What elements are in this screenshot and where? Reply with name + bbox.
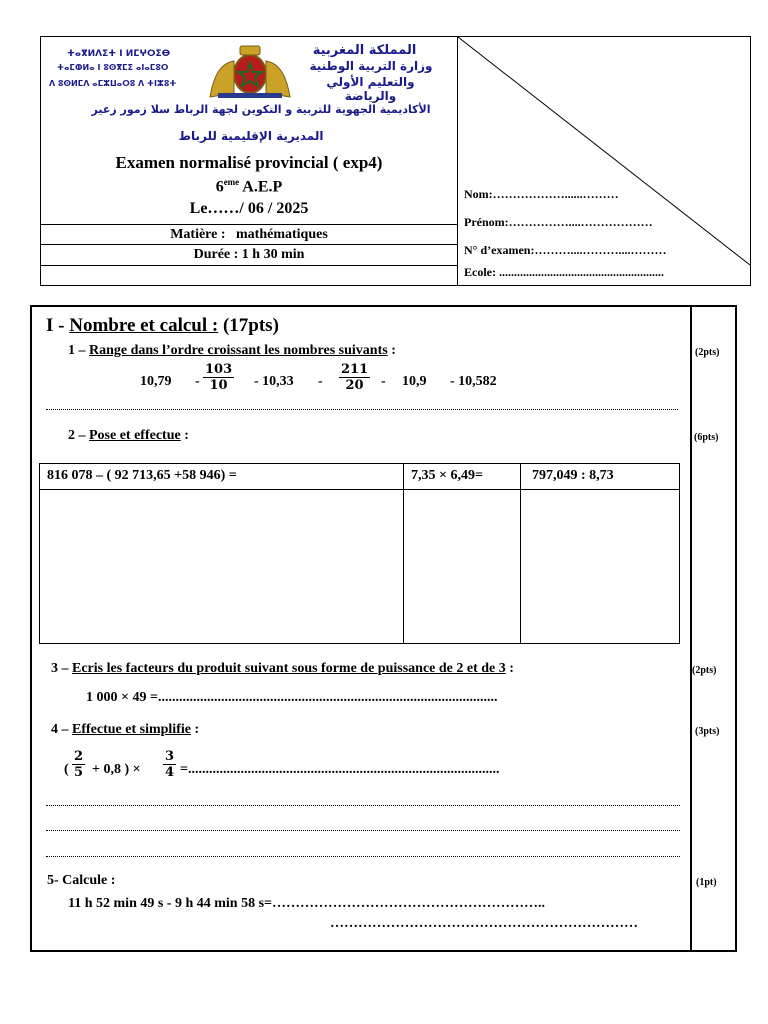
q4-points: (3pts) [695,726,720,737]
q4-middle: + 0,8 ) × [92,762,141,777]
exam-number-field[interactable]: N° d’examen:………....………....……… [464,243,667,257]
section-title [46,315,279,337]
exam-title: Examen normalisé provincial ( exp4) [115,153,383,172]
tifinagh-line-1: ⵜⴰⴳⵍⴷⵉⵜ ⵏ ⵍⵎⵖⵔⵉⴱ [67,49,171,59]
answer-cell[interactable] [404,490,520,644]
academy-name: الأكاديمية الجهوية للتربية و التكوين لجهة الرباط سلا زمور زعير [91,103,431,116]
question-4 [51,722,199,738]
answer-cell[interactable] [40,490,403,644]
question-5: 5- Calcule : [47,873,116,888]
subject-label: Matière : [170,227,226,242]
q1-points: (2pts) [695,347,720,358]
answer-line[interactable] [46,805,680,806]
q3-points: (2pts) [692,665,717,676]
tifinagh-line-2: ⵜⴰⵎⵀⵍⴰ ⵏ ⵓⵙⴳⵎⵉ ⴰⵏⴰⵎⵓⵔ [57,63,169,72]
q5-answer-line[interactable]: ………………………………………………………… [330,916,638,931]
tifinagh-line-3: ⴷ ⵓⵙⵍⵎⴷ ⴰⵎⵣⵡⴰⵔⵓ ⴷ ⵜⵏⵣⵓⵜ [49,79,177,88]
q1-minus-3: - [381,374,386,389]
q4-number: 4 – [51,722,69,737]
arabic-line-1: المملكة المغربية [312,43,417,58]
q3-colon: : [509,661,514,676]
directorate-name: المديرية الإقليمية للرباط [178,129,324,143]
exam-level [41,177,457,196]
q1-fraction-2 [339,362,370,393]
q3-text: Ecris les facteurs du produit suivant sous forme de puissance de 2 et de 3 [72,661,506,676]
q1-text: Range dans l’ordre croissant les nombres suivants [89,343,388,358]
level-name: A.E.P [239,178,283,196]
q5-expression[interactable]: 11 h 52 min 49 s - 9 h 44 min 58 s=………………………………………………….. [68,896,546,911]
operations-table [39,463,680,644]
q4-text: Effectue et simplifie [72,722,191,737]
q3-number: 3 – [51,661,69,676]
answer-cell[interactable] [521,490,679,644]
fraction-numerator: 3 [165,749,175,764]
fraction-numerator: 211 [341,362,369,377]
question-2 [68,428,189,444]
section-points: (17pts) [222,315,279,336]
section-number: I - [46,315,65,336]
q1-number-3: 10,9 [402,374,427,389]
answer-line[interactable] [46,856,680,857]
q3-expression[interactable]: 1 000 × 49 =................................................................................................. [86,690,498,705]
question-3 [51,661,514,677]
q1-fraction-1 [203,362,234,393]
answer-line[interactable] [46,830,680,831]
operation-subtraction: 816 078 – ( 92 713,65 +58 946) = [47,468,237,483]
q1-number-4: - 10,582 [450,374,497,389]
header-rule [41,265,457,266]
fraction-denominator: 10 [209,378,228,393]
fraction-numerator: 103 [205,362,233,377]
nom-field[interactable]: Nom:………………......……… [464,187,619,201]
header-rule [41,224,457,225]
q5-points: (1pt) [696,877,717,888]
fraction-denominator: 20 [345,378,364,393]
q2-number: 2 – [68,428,86,443]
q1-minus-2: - [318,374,323,389]
q2-colon: : [184,428,189,443]
section-heading: Nombre et calcul : [69,315,219,336]
arabic-line-2: وزارة التربية الوطنية [309,59,433,73]
q2-points: (6pts) [694,432,719,443]
operation-multiplication: 7,35 × 6,49= [411,468,483,483]
q4-open-paren: ( [64,762,69,777]
header-rule [41,244,457,245]
level-number: 6 [215,178,224,196]
exam-date: Le……/ 06 / 2025 [189,200,309,217]
operation-division: 797,049 : 8,73 [532,468,614,483]
q1-number: 1 – [68,343,86,358]
q4-answer-line[interactable]: =......................................................................................... [180,762,500,777]
question-1 [68,343,396,359]
q1-number-2: - 10,33 [254,374,294,389]
fraction-numerator: 2 [74,749,84,764]
subject-value: mathématiques [236,227,328,242]
prenom-field[interactable]: Prénom:……………....……………… [464,215,653,229]
q1-number-1: 10,79 [140,374,172,389]
exam-duration: Durée : 1 h 30 min [193,247,305,262]
answer-line[interactable] [46,409,678,410]
q4-fraction-b [163,749,176,780]
subject-line [41,227,457,243]
points-column-divider [690,307,692,950]
coat-of-arms-emblem [204,43,296,99]
school-field[interactable]: Ecole: ....................................................... [464,265,664,279]
q2-text: Pose et effectue [89,428,181,443]
arabic-line-3: والتعليم الأولي والرياضة [326,75,415,103]
q4-colon: : [194,722,200,737]
fraction-denominator: 4 [165,765,175,780]
q1-minus-1: - [195,374,200,389]
exam-header [40,36,751,286]
q4-fraction-a [72,749,85,780]
q1-colon: : [391,343,396,358]
fraction-denominator: 5 [74,765,84,780]
level-superscript: eme [223,177,240,187]
